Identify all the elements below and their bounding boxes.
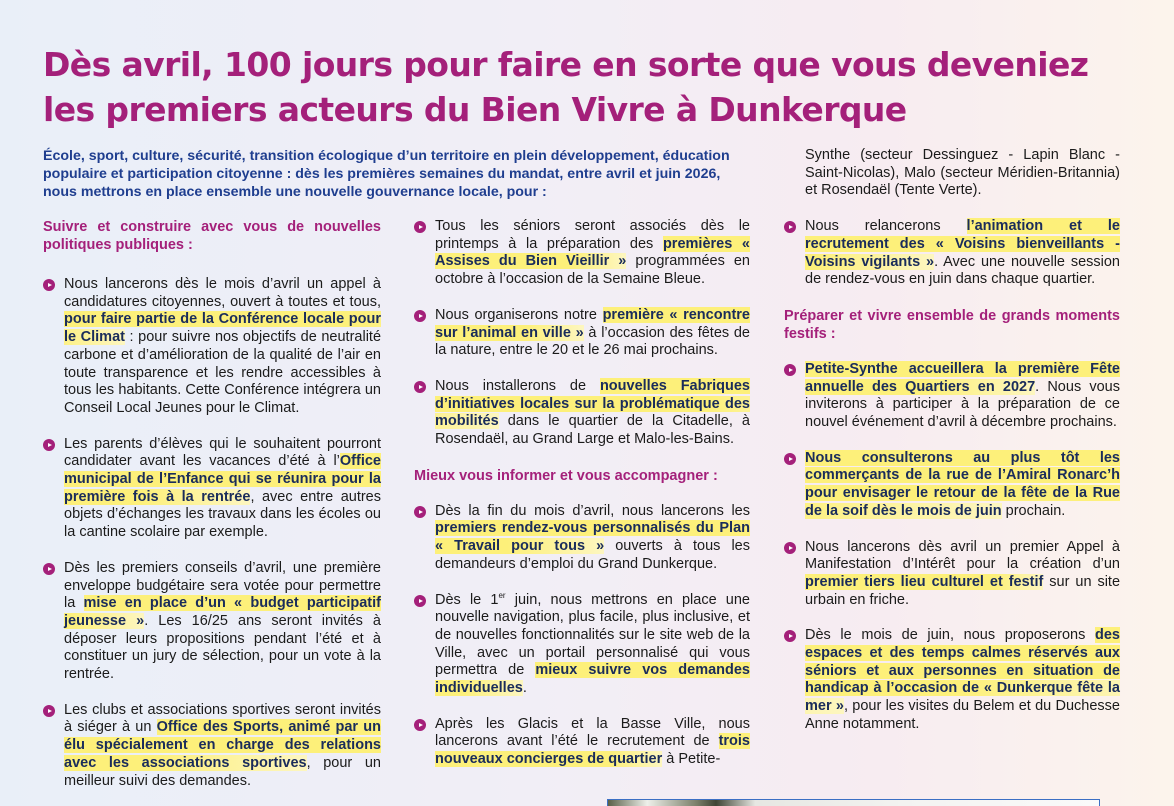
section-heading-politiques: Suivre et construire avec vous de nouvelles politiques publiques :	[43, 219, 381, 253]
list-item: Les parents d’élèves qui le souhaitent pourront candidater avant les vacances d’été à l’Office municipal de l’Enfance qui se réunira pour la première fois à la rentrée, avec entre autres objets d’échanges les travaux dans les écoles ou la cantine scolaire par exemple.	[43, 436, 381, 542]
list-item-continuation: Synthe (secteur Dessinguez - Lapin Blanc - Saint-Nicolas), Malo (secteur Méridien-Britannia) et Rosendaël (Tente Verte).	[805, 147, 1120, 199]
arrow-circle-right-icon	[43, 563, 55, 575]
column-2	[414, 218, 750, 769]
arrow-circle-right-icon	[414, 506, 426, 518]
list-item: Nous relancerons l’animation et le recrutement des « Voisins bienveillants - Voisins vigilants ». Avec une nouvelle session de rendez-vous en juin dans chaque quartier.	[784, 218, 1120, 289]
highlight: premiers rendez-vous personnalisés du Plan « Travail pour tous »	[435, 520, 750, 555]
section-heading-festifs: Préparer et vivre ensemble de grands moments festifs :	[784, 307, 1120, 342]
list-item: Dès la fin du mois d’avril, nous lancerons les premiers rendez-vous personnalisés du Plan « Travail pour tous » ouverts à tous les demandeurs d’emploi du Grand Dunkerque.	[414, 503, 750, 574]
highlight: Petite-Synthe accueillera la première Fête annuelle des Quartiers en 2027	[805, 360, 1120, 395]
highlight: nouvelles Fabriques d’initiatives locales sur la problématique des mobilités	[435, 377, 750, 430]
arrow-circle-right-icon	[784, 630, 796, 642]
list-item: Nous lancerons dès le mois d’avril un appel à candidatures citoyennes, ouvert à toutes et tous, pour faire partie de la Conférence locale pour le Climat : pour suivre nos objectifs de neutralité carbone et d’amélioration de la qualité de l’air en toute transparence et les rendre accessibles à tous les habitants. Cette Conférence intégrera un Conseil Local Jeunes pour le Climat.	[43, 276, 381, 418]
highlight: l’animation et le recrutement des « Voisins bienveillants - Voisins vigilants »	[805, 218, 1120, 270]
arrow-circle-right-icon	[414, 221, 426, 233]
photo-partial	[607, 799, 1100, 806]
title-line-1: Dès avril, 100 jours pour faire en sorte que vous deveniez	[43, 45, 1089, 84]
arrow-circle-right-icon	[784, 364, 796, 376]
highlight: Nous consulterons au plus tôt les commerçants de la rue de l’Amiral Ronarc’h pour envisager le retour de la fête de la Rue de la soif dès le mois de juin	[805, 449, 1120, 519]
list-item: Dès le 1er juin, nous mettrons en place une nouvelle navigation, plus facile, plus inclusive, et de nouvelles fonctionnalités sur le site web de la Ville, avec un portail personnalisé qui vous permettra de mieux suivre vos demandes individuelles.	[414, 592, 750, 698]
arrow-circle-right-icon	[784, 453, 796, 465]
column-1	[43, 218, 381, 790]
arrow-circle-right-icon	[43, 279, 55, 291]
list-item: Après les Glacis et la Basse Ville, nous lancerons avant l’été le recrutement de trois nouveaux concierges de quartier à Petite-	[414, 716, 750, 769]
highlight: trois nouveaux concierges de quartier	[435, 733, 750, 768]
page-title	[43, 42, 1143, 132]
highlight: premières « Assises du Bien Vieillir »	[435, 235, 750, 270]
section-heading-informer: Mieux vous informer et vous accompagner :	[414, 467, 718, 484]
arrow-circle-right-icon	[43, 439, 55, 451]
list-item: Nous installerons de nouvelles Fabriques d’initiatives locales sur la problématique des mobilités dans le quartier de la Citadelle, à Rosendaël, au Grand Large et Malo-les-Bains.	[414, 378, 750, 449]
list-item: Dès les premiers conseils d’avril, une première enveloppe budgétaire sera votée pour permettre la mise en place d’un « budget participatif jeunesse ». Les 16/25 ans seront invités à déposer leurs propositions pendant l’été et à constituer un jury de sélection, pour un vote à la rentrée.	[43, 560, 381, 684]
title-line-2: les premiers acteurs du Bien Vivre à Dunkerque	[43, 90, 907, 129]
arrow-circle-right-icon	[414, 719, 426, 731]
highlight: mise en place d’un « budget participatif jeunesse »	[64, 595, 381, 629]
arrow-circle-right-icon	[414, 310, 426, 322]
arrow-circle-right-icon	[414, 381, 426, 393]
column-3	[784, 147, 1120, 734]
list-item: Petite-Synthe accueillera la première Fête annuelle des Quartiers en 2027. Nous vous inviterons à participer à la préparation de ce nouvel événement d’avril à décembre prochains.	[784, 361, 1120, 432]
arrow-circle-right-icon	[784, 542, 796, 554]
arrow-circle-right-icon	[784, 221, 796, 233]
highlight: Office des Sports, animé par un élu spécialement en charge des relations avec les associations sportives	[64, 719, 381, 771]
highlight: premier tiers lieu culturel et festif	[805, 573, 1044, 590]
highlight: des espaces et des temps calmes réservés aux séniors et aux personnes en situation de handicap à l’occasion de « Dunkerque fête la mer »	[805, 627, 1120, 715]
intro-paragraph: École, sport, culture, sécurité, transition écologique d’un territoire en plein développement, éducation populaire et participation citoyenne : dès les premières semaines du mandat, entre avril et juin 2026, nous mettrons en place ensemble une nouvelle gouvernance locale, pour :	[43, 148, 730, 200]
highlight: Office municipal de l’Enfance qui se réunira pour la première fois à la rentrée	[64, 453, 381, 505]
highlight: mieux suivre vos demandes individuelles	[435, 662, 750, 697]
list-item: Tous les séniors seront associés dès le printemps à la préparation des premières « Assises du Bien Vieillir » programmées en octobre à l’occasion de la Semaine Bleue.	[414, 218, 750, 289]
highlight: pour faire partie de la Conférence locale pour le Climat	[64, 311, 381, 346]
highlight: première « rencontre sur l’animal en ville »	[435, 306, 750, 341]
list-item: Dès le mois de juin, nous proposerons des espaces et des temps calmes réservés aux séniors et aux personnes en situation de handicap à l’occasion de « Dunkerque fête la mer », pour les visites du Belem et du Duchesse Anne notamment.	[784, 627, 1120, 733]
list-item: Les clubs et associations sportives seront invités à siéger à un Office des Sports, animé par un élu spécialement en charge des relations avec les associations sportives, pour un meilleur suivi des demandes.	[43, 702, 381, 791]
list-item: Nous consulterons au plus tôt les commerçants de la rue de l’Amiral Ronarc’h pour envisager le retour de la fête de la Rue de la soif dès le mois de juin prochain.	[784, 450, 1120, 521]
list-item: Nous lancerons dès avril un premier Appel à Manifestation d’Intérêt pour la création d’un premier tiers lieu culturel et festif sur un site urbain en friche.	[784, 539, 1120, 610]
arrow-circle-right-icon	[43, 705, 55, 717]
arrow-circle-right-icon	[414, 595, 426, 607]
list-item: Nous organiserons notre première « rencontre sur l’animal en ville » à l’occasion des fêtes de la nature, entre le 20 et le 26 mai prochains.	[414, 307, 750, 360]
